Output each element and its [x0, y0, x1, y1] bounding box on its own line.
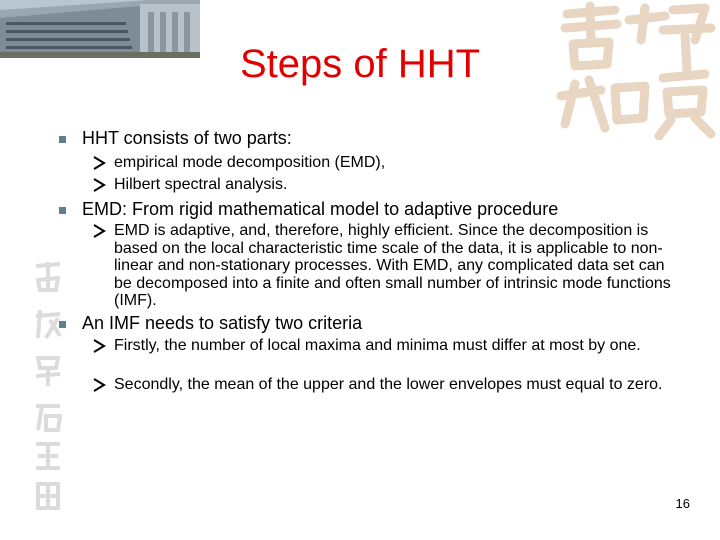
arrow-bullet-icon [92, 155, 106, 171]
bullet-text: HHT consists of two parts: [82, 128, 292, 148]
arrow-bullet-icon [92, 338, 106, 354]
arrow-bullet-icon [92, 223, 106, 239]
calligraphy-tile [30, 352, 66, 388]
arrow-bullet-icon [92, 377, 106, 393]
square-bullet-icon [58, 199, 68, 220]
calligraphy-tile [30, 478, 66, 514]
slide-title: Steps of HHT [239, 42, 481, 86]
bullet-text: EMD: From rigid mathematical model to adaptive procedure [82, 199, 559, 219]
sub-bullet-text: Secondly, the mean of the upper and the lower envelopes must equal to zero. [114, 376, 663, 393]
calligraphy-tile [30, 438, 66, 474]
sub-bullet-text: Firstly, the number of local maxima and minima must differ at most by one. [114, 337, 641, 354]
sub-bullet-text: Hilbert spectral analysis. [114, 176, 288, 193]
calligraphy-tile [30, 398, 66, 434]
sub-bullet-text: empirical mode decomposition (EMD), [114, 154, 386, 171]
square-bullet-icon [58, 313, 68, 334]
page-number: 16 [675, 496, 690, 511]
bullet-text: An IMF needs to satisfy two criteria [82, 313, 363, 333]
sub-bullet-text: EMD is adaptive, and, therefore, highly efficient. Since the decomposition is based on the local characteristic time scale of the data, it is applicable to non-linear and non-stationary processes. With EMD, any complicated data set can be decomposed into a finite and often small number of intrinsic mode functions (IMF). [114, 222, 671, 309]
square-bullet-icon [58, 128, 68, 149]
arrow-bullet-icon [92, 177, 106, 193]
calligraphy-tile [30, 258, 66, 294]
